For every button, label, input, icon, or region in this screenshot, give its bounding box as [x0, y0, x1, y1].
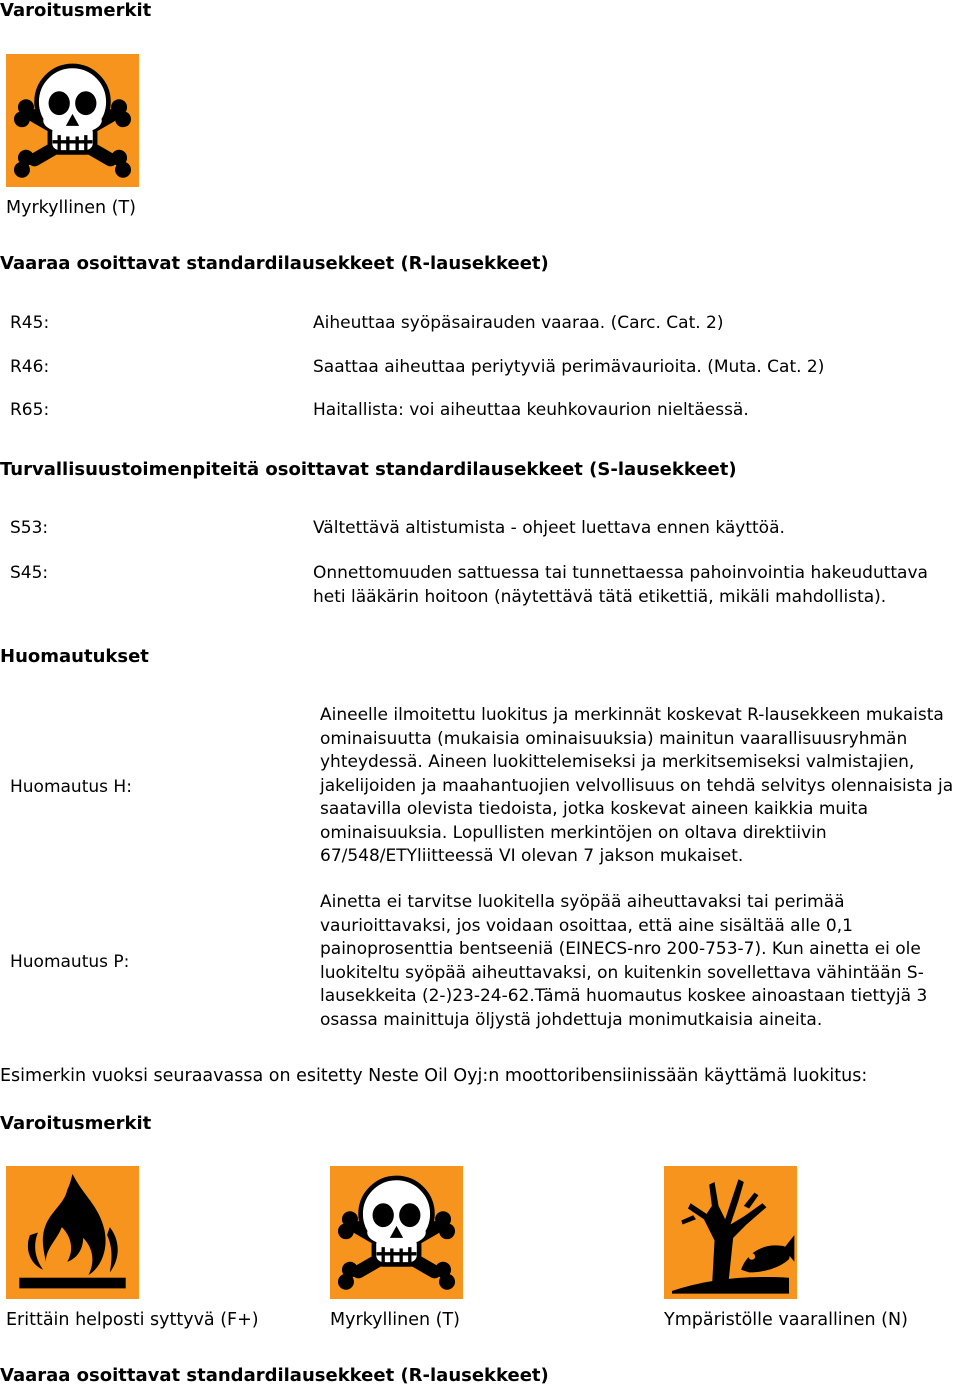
- warning-signs-heading-2: Varoitusmerkit: [0, 1113, 152, 1134]
- s45-text-line2: heti lääkärin hoitoon (näytettävä tätä etikettiä, mikäli mahdollista).: [313, 587, 887, 607]
- r45-text: Aiheuttaa syöpäsairauden vaaraa. (Carc. Cat. 2): [313, 313, 724, 333]
- warning-signs-heading: Varoitusmerkit: [0, 0, 152, 21]
- s-phrases-heading: Turvallisuustoimenpiteitä osoittavat standardilausekkeet (S-lausekkeet): [0, 459, 737, 480]
- environment-label: Ympäristölle vaarallinen (N): [664, 1310, 908, 1330]
- s53-code: S53:: [10, 518, 49, 538]
- r65-text: Haitallista: voi aiheuttaa keuhkovaurion nieltäessä.: [313, 400, 749, 420]
- dead-tree-fish-icon: [664, 1166, 797, 1299]
- note-p-text: Ainetta ei tarvitse luokitella syöpää aiheuttavaksi tai perimää vaurioittavaksi, jos voidaan osoittaa, että aine sisältää alle 0,1 painoprosenttia bentseeniä (EINECS-nro 200-753-7). Kun ainetta ei ole luokiteltu syöpää aiheuttavaksi, on kuitenkin sovellettava vähintään S-lausekkeita (2-)23-24-62.Tämä huomautus koskee ainoastaan tiettyjä 3 osassa mainittuja öljystä johdettuja monimutkaisia aineita.: [320, 892, 928, 1030]
- r-phrases-heading-2: Vaaraa osoittavat standardilausekkeet (R-lausekkeet): [0, 1365, 549, 1386]
- note-h-label: Huomautus H:: [10, 777, 132, 797]
- skull-crossbones-icon: [6, 54, 139, 187]
- flame-icon: [6, 1166, 139, 1299]
- note-p-label: Huomautus P:: [10, 952, 130, 972]
- toxic-pictogram-2: [330, 1166, 463, 1299]
- s45-code: S45:: [10, 563, 49, 583]
- toxic-pictogram: [6, 54, 139, 187]
- r46-code: R46:: [10, 357, 50, 377]
- environment-pictogram: [664, 1166, 797, 1299]
- note-h-text: Aineelle ilmoitettu luokitus ja merkinnät koskevat R-lausekkeen mukaista ominaisuutta (mukaisia ominaisuuksia) mainitun vaarallisuusryhmän yhteydessä. Aineen luokittelemiseksi ja merkitsemiseksi valmistajien, jakelijoiden ja maahantuojien velvollisuus on tehdä selvitys olennaisista ja saatavilla olevista tiedoista, jotka koskevat aineen kaikkia muita ominaisuuksia. Lopullisten merkintöjen on oltava direktiivin 67/548/ETYliitteessä VI olevan 7 jakson mukaiset.: [320, 705, 954, 866]
- toxic-label-2: Myrkyllinen (T): [330, 1310, 460, 1330]
- skull-crossbones-icon: [330, 1166, 463, 1299]
- r46-text: Saattaa aiheuttaa periytyviä perimävaurioita. (Muta. Cat. 2): [313, 357, 825, 377]
- r65-code: R65:: [10, 400, 50, 420]
- flammable-label: Erittäin helposti syttyvä (F+): [6, 1310, 259, 1330]
- notes-heading: Huomautukset: [0, 646, 149, 667]
- r45-code: R45:: [10, 313, 50, 333]
- flammable-pictogram: [6, 1166, 139, 1299]
- example-intro: Esimerkin vuoksi seuraavassa on esitetty Neste Oil Oyj:n moottoribensiinissään käyttämä luokitus:: [0, 1066, 868, 1086]
- s53-text: Vältettävä altistumista - ohjeet luettava ennen käyttöä.: [313, 518, 785, 538]
- s45-text-line1: Onnettomuuden sattuessa tai tunnettaessa pahoinvointia hakeuduttava: [313, 563, 928, 583]
- r-phrases-heading: Vaaraa osoittavat standardilausekkeet (R-lausekkeet): [0, 253, 549, 274]
- toxic-label: Myrkyllinen (T): [6, 198, 136, 218]
